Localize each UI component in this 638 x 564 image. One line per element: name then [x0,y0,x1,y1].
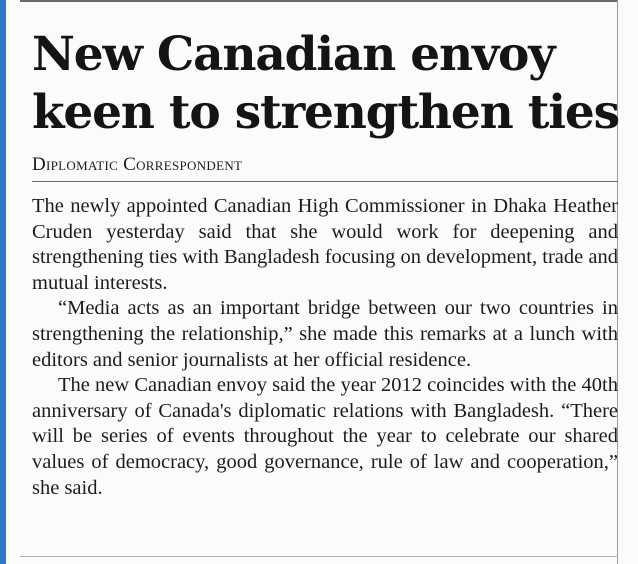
news-article [32,26,618,501]
headline-line-2: keen to strengthen ties [32,85,619,140]
paragraph-2: “Media acts as an important bridge between our two countries in strengthening the relationship,” she made this remarks at a lunch with editors and senior journalists at her official residence. [32,297,618,371]
article-body [32,194,618,501]
byline: Diplomatic Correspondent [32,154,618,182]
bottom-rule [20,556,618,557]
top-rule [20,0,618,2]
left-accent-bar [0,0,6,564]
headline-line-1: New Canadian envoy [32,27,555,82]
paragraph-3: The new Canadian envoy said the year 2012 coincides with the 40th anniversary of Canada's diplomatic relations with Bangladesh. “There will be series of events throughout the year to celebrate our shared values of democracy, good governance, rule of law and cooperation,” she said. [32,374,618,499]
headline [32,26,618,142]
paragraph-1: The newly appointed Canadian High Commissioner in Dhaka Heather Cruden yesterday said that she would work for deepening and strengthening ties with Bangladesh focusing on development, trade and mutual interests. [32,195,618,294]
